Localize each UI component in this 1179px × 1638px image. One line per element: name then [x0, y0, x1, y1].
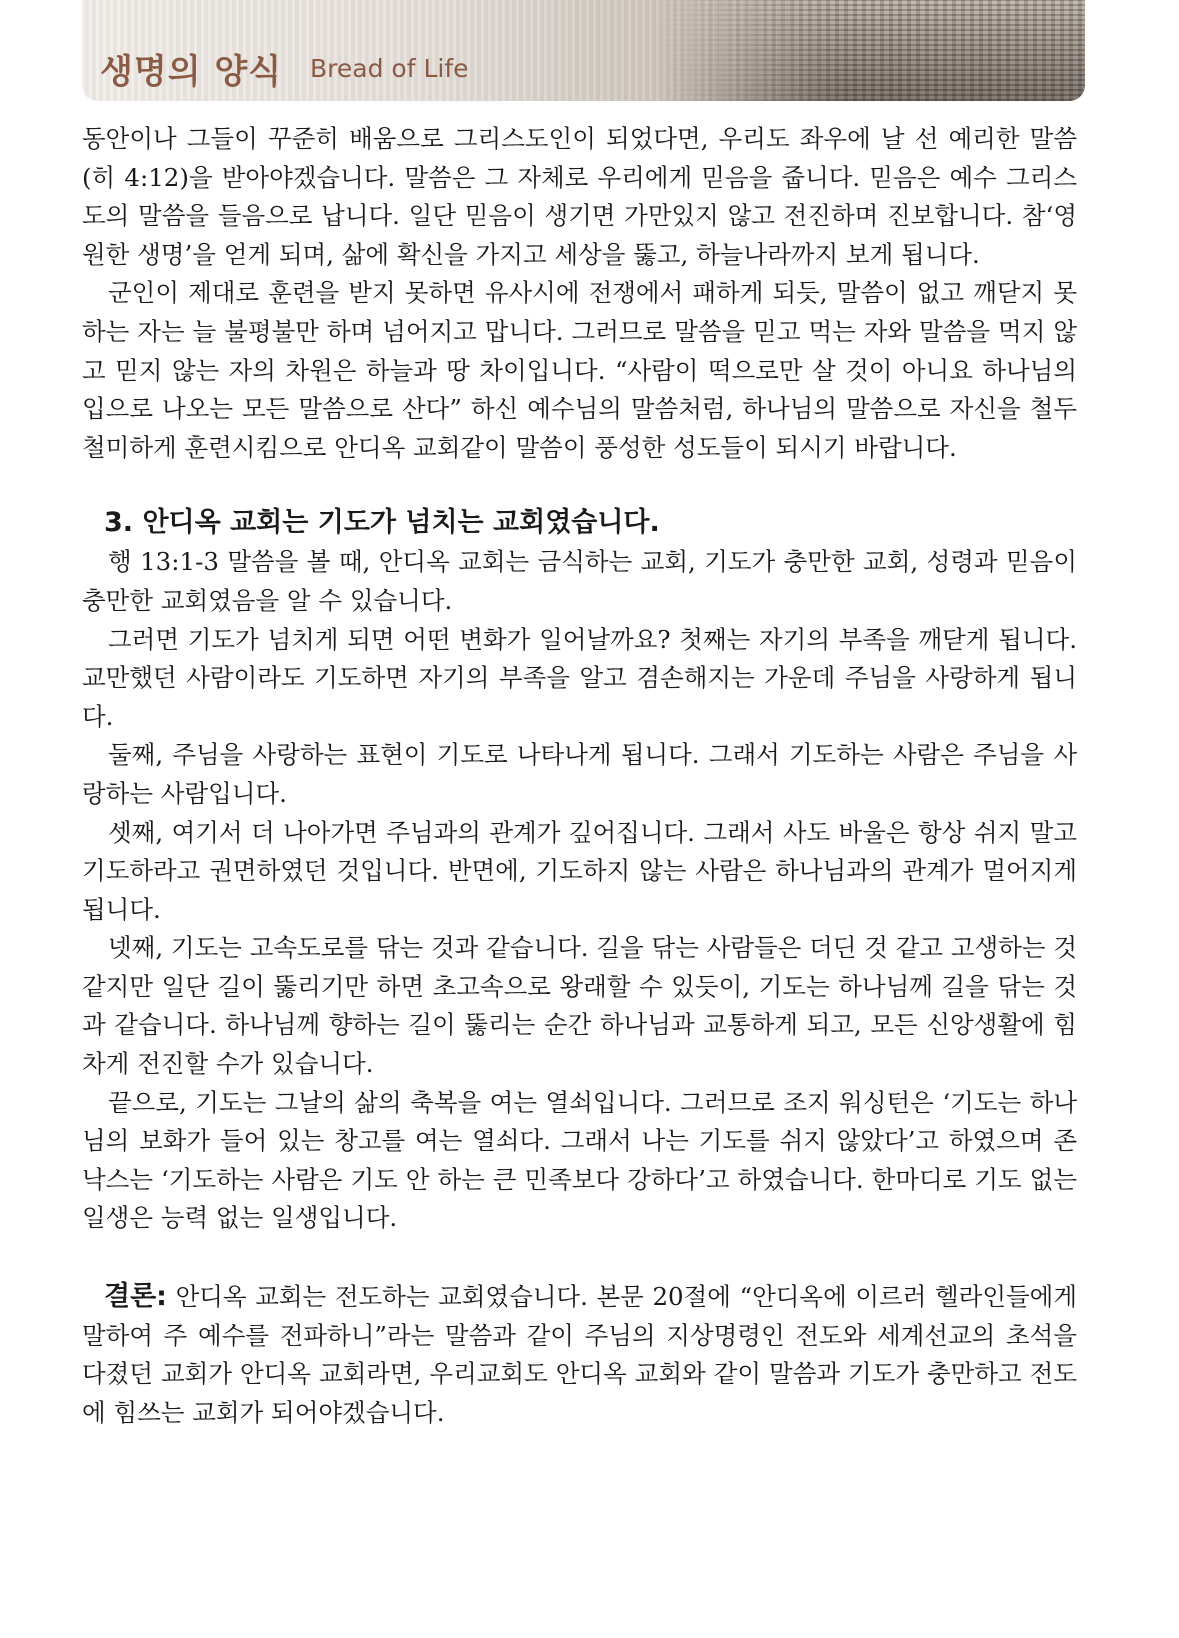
paragraph: 행 13:1-3 말씀을 볼 때, 안디옥 교회는 금식하는 교회, 기도가 충만한 교회, 성령과 믿음이 충만한 교회였음을 알 수 있습니다. — [82, 547, 1077, 615]
section-heading: 3. 안디옥 교회는 기도가 넘치는 교회였습니다. — [104, 507, 660, 539]
conclusion-paragraph — [82, 1278, 1077, 1432]
paragraph: 끝으로, 기도는 그날의 삶의 축복을 여는 열쇠입니다. 그러므로 조지 워싱턴은 ‘기도는 하나님의 보화가 들어 있는 창고를 여는 열쇠다. 그래서 나는 기도를 쉬지 않았다’고 하였으며 존 낙스는 ‘기도하는 사람은 기도 안 하는 큰 민족보다 강하다’고 하였습니다. 한마디로 기도 없는 일생은 능력 없는 일생입니다. — [82, 1087, 1077, 1233]
conclusion-label: 결론: — [104, 1281, 167, 1313]
header-photo — [655, 0, 1085, 101]
paragraph: 둘째, 주님을 사랑하는 표현이 기도로 나타나게 됩니다. 그래서 기도하는 사람은 주님을 사랑하는 사람입니다. — [82, 740, 1077, 808]
paragraph: 그러면 기도가 넘치게 되면 어떤 변화가 일어날까요? 첫째는 자기의 부족을 깨닫게 됩니다. 교만했던 사람이라도 기도하면 자기의 부족을 알고 겸손해지는 가운데 주님을 사랑하게 됩니다. — [82, 624, 1077, 731]
conclusion-text: 안디옥 교회는 전도하는 교회였습니다. 본문 20절에 “안디옥에 이르러 헬라인들에게 말하여 주 예수를 전파하니”라는 말씀과 같이 주님의 지상명령인 전도와 세계선교의 초석을 다졌던 교회가 안디옥 교회라면, 우리교회도 안디옥 교회와 같이 말씀과 기도가 충만하고 전도에 힘쓰는 교회가 되어야겠습니다. — [82, 1282, 1077, 1427]
header-subtitle: Bread of Life — [310, 54, 469, 83]
paragraph: 셋째, 여기서 더 나아가면 주님과의 관계가 깊어집니다. 그래서 사도 바울은 항상 쉬지 말고 기도하라고 권면하였던 것입니다. 반면에, 기도하지 않는 사람은 하나님과의 관계가 멀어지게 됩니다. — [82, 817, 1077, 924]
paragraph: 군인이 제대로 훈련을 받지 못하면 유사시에 전쟁에서 패하게 되듯, 말씀이 없고 깨닫지 못하는 자는 늘 불평불만 하며 넘어지고 맙니다. 그러므로 말씀을 믿고 먹는 자와 말씀을 먹지 않고 믿지 않는 자의 차원은 하늘과 땅 차이입니다. “사람이 떡으로만 살 것이 아니요 하나님의 입으로 나오는 모든 말씀으로 산다” 하신 예수님의 말씀처럼, 하나님의 말씀으로 자신을 철두철미하게 훈련시킴으로 안디옥 교회같이 말씀이 풍성한 성도들이 되시기 바랍니다. — [82, 278, 1077, 462]
header-banner — [82, 0, 1085, 101]
paragraph: 넷째, 기도는 고속도로를 닦는 것과 같습니다. 길을 닦는 사람들은 더딘 것 같고 고생하는 것 같지만 일단 길이 뚫리기만 하면 초고속으로 왕래할 수 있듯이, 기도는 하나님께 길을 닦는 것과 같습니다. 하나님께 향하는 길이 뚫리는 순간 하나님과 교통하게 되고, 모든 신앙생활에 힘차게 전진할 수가 있습니다. — [82, 933, 1077, 1079]
article-body — [82, 120, 1077, 1432]
header-title: 생명의 양식 — [100, 52, 283, 92]
paragraph: 동안이나 그들이 꾸준히 배움으로 그리스도인이 되었다면, 우리도 좌우에 날 선 예리한 말씀(히 4:12)을 받아야겠습니다. 말씀은 그 자체로 우리에게 믿음을 줍니다. 믿음은 예수 그리스도의 말씀을 들음으로 납니다. 일단 믿음이 생기면 가만있지 않고 전진하며 진보합니다. 참‘영원한 생명’을 얻게 되며, 삶에 확신을 가지고 세상을 뚫고, 하늘나라까지 보게 됩니다. — [82, 124, 1077, 269]
